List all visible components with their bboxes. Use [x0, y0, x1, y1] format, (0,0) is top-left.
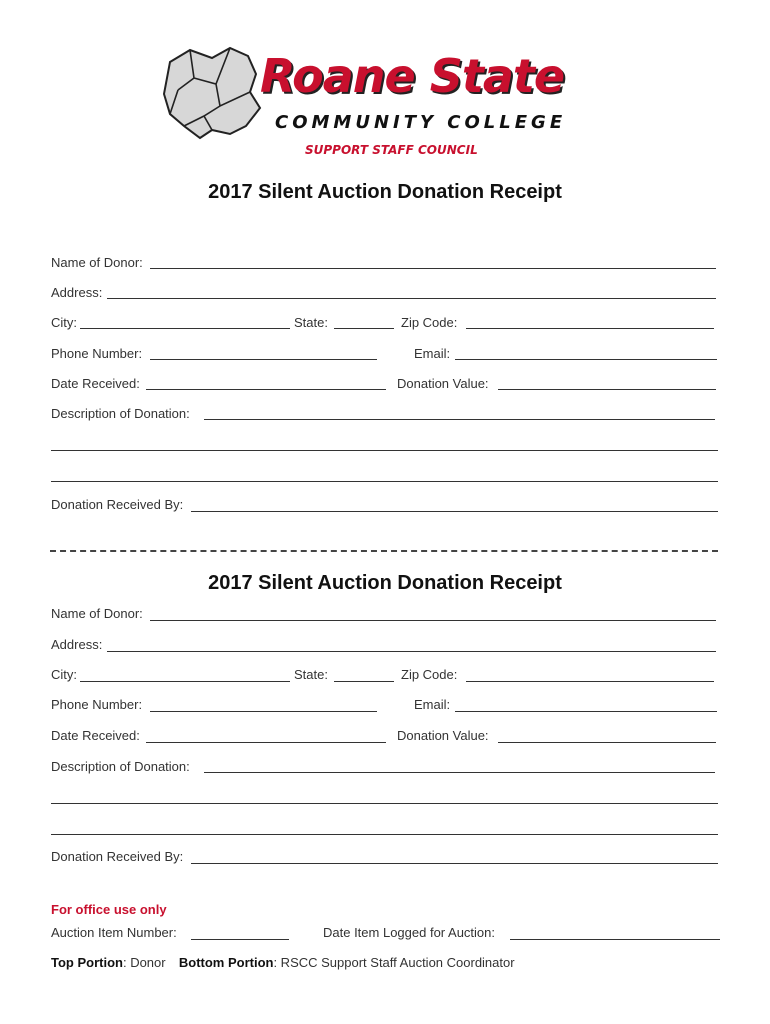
cut-line-divider — [50, 550, 718, 552]
received-by-field[interactable] — [191, 511, 718, 512]
description-line-2[interactable] — [51, 803, 718, 804]
county-map-icon — [160, 44, 270, 144]
distribution-note — [51, 955, 515, 971]
date-received-label: Date Received: — [51, 728, 140, 743]
donor-name-label: Name of Donor: — [51, 606, 143, 621]
zip-label: Zip Code: — [401, 315, 458, 330]
city-label: City: — [51, 315, 77, 330]
city-label: City: — [51, 667, 77, 682]
date-received-field[interactable] — [146, 742, 386, 743]
donation-value-label: Donation Value: — [397, 376, 489, 391]
state-label: State: — [294, 667, 328, 682]
donor-name-field[interactable] — [150, 268, 716, 269]
top-portion-value: : Donor — [122, 955, 166, 970]
address-label: Address: — [51, 285, 103, 300]
state-label: State: — [294, 315, 328, 330]
description-field[interactable] — [204, 419, 715, 420]
phone-field[interactable] — [150, 359, 377, 360]
phone-label: Phone Number: — [51, 697, 143, 712]
donation-value-field[interactable] — [498, 389, 716, 390]
council-name: SUPPORT STAFF COUNCIL — [305, 143, 478, 157]
description-line-3[interactable] — [51, 481, 718, 482]
donor-name-label: Name of Donor: — [51, 255, 143, 270]
donor-name-field[interactable] — [150, 620, 716, 621]
bottom-portion-label: Bottom Portion — [178, 955, 274, 970]
description-label: Description of Donation: — [51, 406, 190, 421]
state-field[interactable] — [334, 328, 394, 329]
date-logged-label: Date Item Logged for Auction: — [323, 925, 495, 940]
date-received-field[interactable] — [146, 389, 386, 390]
received-by-label: Donation Received By: — [51, 497, 184, 512]
description-field[interactable] — [204, 772, 715, 773]
office-use-heading: For office use only — [51, 902, 167, 917]
description-line-2[interactable] — [51, 450, 718, 451]
received-by-field[interactable] — [191, 863, 718, 864]
donation-value-label: Donation Value: — [397, 728, 489, 743]
zip-field[interactable] — [466, 328, 714, 329]
address-field[interactable] — [107, 298, 716, 299]
phone-label: Phone Number: — [51, 346, 143, 361]
email-label: Email: — [414, 346, 451, 361]
phone-field[interactable] — [150, 711, 377, 712]
date-received-label: Date Received: — [51, 376, 140, 391]
bottom-portion-value: : RSCC Support Staff Auction Coordinator — [273, 955, 515, 970]
logo-wordmark: Roane State — [260, 49, 565, 103]
zip-field[interactable] — [466, 681, 714, 682]
address-field[interactable] — [107, 651, 716, 652]
top-portion-label: Top Portion — [51, 955, 123, 970]
donation-value-field[interactable] — [498, 742, 716, 743]
receipt-title: 2017 Silent Auction Donation Receipt — [208, 181, 562, 203]
email-field[interactable] — [455, 359, 717, 360]
address-label: Address: — [51, 637, 103, 652]
city-field[interactable] — [80, 328, 290, 329]
description-label: Description of Donation: — [51, 759, 190, 774]
received-by-label: Donation Received By: — [51, 849, 184, 864]
state-field[interactable] — [334, 681, 394, 682]
date-logged-field[interactable] — [510, 939, 720, 940]
receipt-title-bottom: 2017 Silent Auction Donation Receipt — [208, 572, 562, 594]
zip-label: Zip Code: — [401, 667, 458, 682]
logo-subtitle: COMMUNITY COLLEGE — [275, 112, 567, 133]
email-field[interactable] — [455, 711, 717, 712]
auction-item-number-field[interactable] — [191, 939, 289, 940]
auction-item-number-label: Auction Item Number: — [51, 925, 177, 940]
description-line-3[interactable] — [51, 834, 718, 835]
city-field[interactable] — [80, 681, 290, 682]
email-label: Email: — [414, 697, 451, 712]
